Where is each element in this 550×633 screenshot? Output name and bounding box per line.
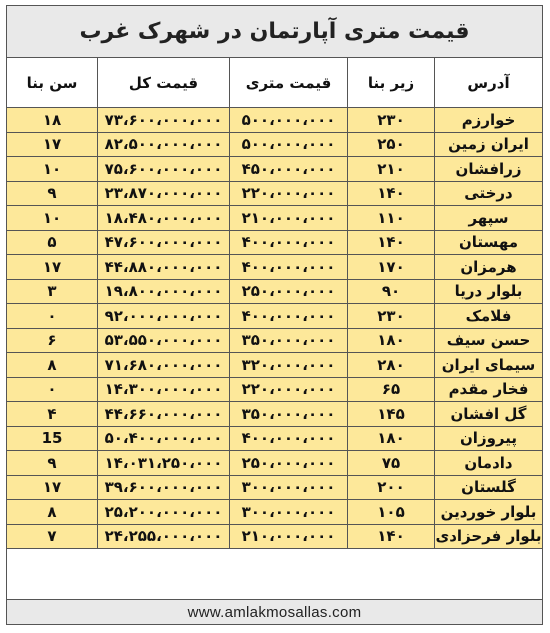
header-price-per-meter: قیمت متری (229, 58, 347, 107)
cell-area: ۲۳۰ (347, 108, 434, 132)
cell-price-per-meter: ۳۲۰،۰۰۰،۰۰۰ (229, 353, 347, 377)
cell-area: ۱۴۰ (347, 525, 434, 549)
cell-age: ۱۰ (42, 208, 62, 227)
cell-area: ۲۰۰ (347, 476, 434, 500)
cell-total-price: ۳۹،۶۰۰،۰۰۰،۰۰۰ (97, 476, 229, 500)
cell-total-price: ۴۴،۸۸۰،۰۰۰،۰۰۰ (97, 255, 229, 279)
table-row (7, 402, 542, 427)
cell-address: فلامک (434, 304, 542, 328)
cell-area: ۹۰ (347, 280, 434, 304)
cell-area: ۲۱۰ (347, 157, 434, 181)
cell-price-per-meter: ۴۰۰،۰۰۰،۰۰۰ (229, 255, 347, 279)
cell-address: فخار مقدم (434, 378, 542, 402)
price-table-card (6, 5, 543, 625)
cell-area: ۲۳۰ (347, 304, 434, 328)
cell-area: ۲۸۰ (347, 353, 434, 377)
cell-area: ۱۴۵ (347, 402, 434, 426)
table-row (7, 182, 542, 207)
cell-age: ۸ (47, 502, 57, 521)
cell-price-per-meter: ۵۰۰،۰۰۰،۰۰۰ (229, 108, 347, 132)
price-table (7, 58, 542, 549)
cell-price-per-meter: ۳۵۰،۰۰۰،۰۰۰ (229, 402, 347, 426)
cell-address: خوارزم (434, 108, 542, 132)
table-row (7, 451, 542, 476)
cell-age: ۹ (47, 453, 57, 472)
cell-address: درختی (434, 182, 542, 206)
cell-address: سیمای ایران (434, 353, 542, 377)
cell-total-price: ۷۵،۶۰۰،۰۰۰،۰۰۰ (97, 157, 229, 181)
cell-age: ۱۸ (42, 110, 62, 129)
footer-website: www.amlakmosallas.com (7, 599, 542, 624)
cell-total-price: ۱۸،۴۸۰،۰۰۰،۰۰۰ (97, 206, 229, 230)
table-row (7, 255, 542, 280)
cell-total-price: ۲۵،۲۰۰،۰۰۰،۰۰۰ (97, 500, 229, 524)
cell-address: بلوار خوردین (434, 500, 542, 524)
cell-price-per-meter: ۴۵۰،۰۰۰،۰۰۰ (229, 157, 347, 181)
table-header-row (7, 58, 542, 108)
cell-address: دادمان (434, 451, 542, 475)
table-row (7, 108, 542, 133)
cell-address: پیروزان (434, 427, 542, 451)
cell-area: ۱۷۰ (347, 255, 434, 279)
cell-total-price: ۴۴،۶۶۰،۰۰۰،۰۰۰ (97, 402, 229, 426)
cell-age: ۵ (47, 233, 57, 252)
cell-age: ۰ (47, 306, 57, 325)
cell-address: هرمزان (434, 255, 542, 279)
cell-address: بلوار فرحزادی (434, 525, 542, 549)
cell-age: ۱۷ (42, 257, 62, 276)
cell-area: ۶۵ (347, 378, 434, 402)
header-total-price: قیمت کل (97, 58, 229, 107)
cell-age: ۱۷ (42, 478, 62, 497)
cell-area: ۷۵ (347, 451, 434, 475)
cell-total-price: ۷۳،۶۰۰،۰۰۰،۰۰۰ (97, 108, 229, 132)
cell-age: ۷ (47, 527, 57, 546)
table-row (7, 280, 542, 305)
cell-total-price: ۷۱،۶۸۰،۰۰۰،۰۰۰ (97, 353, 229, 377)
cell-area: ۱۴۰ (347, 231, 434, 255)
cell-total-price: ۵۳،۵۵۰،۰۰۰،۰۰۰ (97, 329, 229, 353)
cell-area: ۱۱۰ (347, 206, 434, 230)
cell-total-price: ۹۲،۰۰۰،۰۰۰،۰۰۰ (97, 304, 229, 328)
header-address: آدرس (434, 58, 542, 107)
cell-age: ۴ (47, 404, 57, 423)
table-row (7, 353, 542, 378)
cell-area: ۱۸۰ (347, 329, 434, 353)
cell-total-price: ۸۲،۵۰۰،۰۰۰،۰۰۰ (97, 133, 229, 157)
cell-price-per-meter: ۲۵۰،۰۰۰،۰۰۰ (229, 451, 347, 475)
cell-total-price: ۱۴،۰۳۱،۲۵۰،۰۰۰ (97, 451, 229, 475)
cell-area: ۱۸۰ (347, 427, 434, 451)
cell-price-per-meter: ۳۰۰،۰۰۰،۰۰۰ (229, 500, 347, 524)
cell-age: ۳ (47, 282, 57, 301)
cell-price-per-meter: ۲۵۰،۰۰۰،۰۰۰ (229, 280, 347, 304)
cell-price-per-meter: ۵۰۰،۰۰۰،۰۰۰ (229, 133, 347, 157)
cell-area: ۱۴۰ (347, 182, 434, 206)
cell-price-per-meter: ۳۰۰،۰۰۰،۰۰۰ (229, 476, 347, 500)
cell-address: گلستان (434, 476, 542, 500)
cell-age: ۱۰ (42, 159, 62, 178)
cell-total-price: ۱۹،۸۰۰،۰۰۰،۰۰۰ (97, 280, 229, 304)
cell-address: بلوار دریا (434, 280, 542, 304)
table-row (7, 378, 542, 403)
cell-price-per-meter: ۴۰۰،۰۰۰،۰۰۰ (229, 304, 347, 328)
header-area: زیر بنا (347, 58, 434, 107)
cell-price-per-meter: ۲۱۰،۰۰۰،۰۰۰ (229, 525, 347, 549)
page-title: قیمت متری آپارتمان در شهرک غرب (7, 6, 542, 58)
cell-address: زرافشان (434, 157, 542, 181)
cell-area: ۲۵۰ (347, 133, 434, 157)
cell-total-price: ۲۴،۲۵۵،۰۰۰،۰۰۰ (97, 525, 229, 549)
cell-address: گل افشان (434, 402, 542, 426)
table-row (7, 231, 542, 256)
cell-age: 15 (41, 429, 63, 448)
table-row (7, 500, 542, 525)
cell-age: ۸ (47, 355, 57, 374)
cell-age: ۶ (47, 331, 57, 350)
cell-price-per-meter: ۴۰۰،۰۰۰،۰۰۰ (229, 427, 347, 451)
cell-total-price: ۲۳،۸۷۰،۰۰۰،۰۰۰ (97, 182, 229, 206)
table-row (7, 157, 542, 182)
cell-price-per-meter: ۳۵۰،۰۰۰،۰۰۰ (229, 329, 347, 353)
cell-age: ۹ (47, 184, 57, 203)
cell-total-price: ۴۷،۶۰۰،۰۰۰،۰۰۰ (97, 231, 229, 255)
table-body (7, 108, 542, 549)
table-row (7, 133, 542, 158)
cell-age: ۱۷ (42, 135, 62, 154)
cell-price-per-meter: ۲۱۰،۰۰۰،۰۰۰ (229, 206, 347, 230)
cell-address: سپهر (434, 206, 542, 230)
table-row (7, 476, 542, 501)
cell-total-price: ۵۰،۴۰۰،۰۰۰،۰۰۰ (97, 427, 229, 451)
cell-area: ۱۰۵ (347, 500, 434, 524)
cell-price-per-meter: ۲۲۰،۰۰۰،۰۰۰ (229, 378, 347, 402)
cell-price-per-meter: ۴۰۰،۰۰۰،۰۰۰ (229, 231, 347, 255)
table-row (7, 329, 542, 354)
table-row (7, 304, 542, 329)
cell-address: ایران زمین (434, 133, 542, 157)
cell-price-per-meter: ۲۲۰،۰۰۰،۰۰۰ (229, 182, 347, 206)
header-age: سن بنا (26, 73, 78, 92)
cell-address: حسن سیف (434, 329, 542, 353)
cell-age: ۰ (47, 380, 57, 399)
cell-address: مهستان (434, 231, 542, 255)
table-row (7, 525, 542, 550)
table-row (7, 427, 542, 452)
cell-total-price: ۱۴،۳۰۰،۰۰۰،۰۰۰ (97, 378, 229, 402)
table-row (7, 206, 542, 231)
